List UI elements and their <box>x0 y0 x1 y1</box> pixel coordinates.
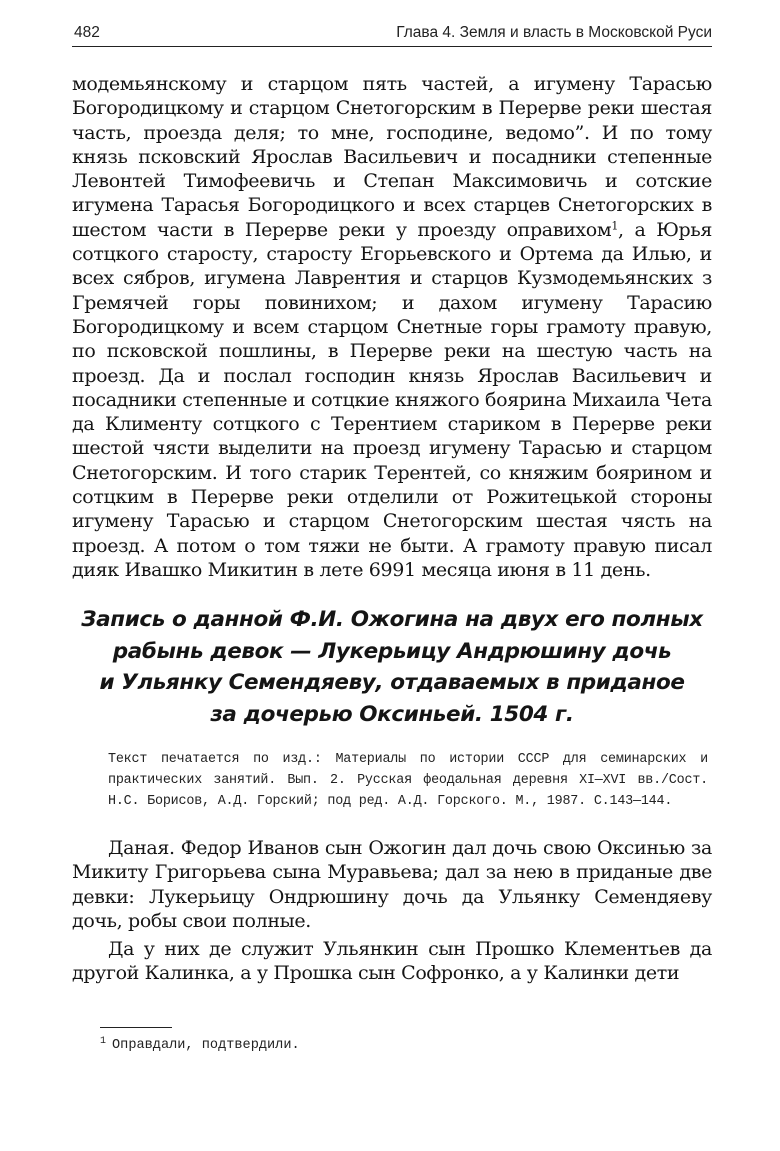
page-number: 482 <box>74 24 100 41</box>
footnote <box>100 1036 300 1053</box>
paragraph-text: модемьянскому и старцом пять частей, а игумену Тарасью Богородицкому и старцом Снетогорским в Перерве реки шестая часть, проезда деля; то мне, господине, ведомо”. И по тому князь псковский Ярослав Васильевич и посадники степенные Левонтей Тимофеевичь и Степан Максимовичь и сотские игумена Тарасья Богородицкого и всех старцев Снетогорских в шестом части в Перерве реки у проезду оправихом <box>72 73 712 241</box>
heading-line: и Ульянку Семендяеву, отдаваемых в приданое <box>99 670 685 695</box>
paragraph-text-continued: , а Юрья сотцкого старосту, старосту Егорьевского и Ортема да Илью, и всех сябров, игумена Лаврентия и старцов Кузмодемьянских з Гремячей горы повинихом; и дахом игумену Тарасию Богородицкому и всем старцом Снетные горы грамоту правую, по псковской пошлины, в Перерве реки на шестую часть на проезд. Да и послал господин князь Ярослав Васильевич и посадники степенные и сотцкие княжого боярина Михаила Чета да Клименту сотцкого с Терентием стариком в Перерве реки шестой чясти выделити на проезд игумену Тарасью и старцом Снетогорским. И того старик Терентей, со княжим боярином и сотцким в Перерве реки отделили от Рожитецькой стороны игумену Тарасью и старцом Снетогорским шестая чясть на проезд. А потом о том тяжи не быти. А грамоту правую писал дияк Ивашко Микитин в лете 6991 месяца июня в 11 день. <box>72 218 712 581</box>
heading-line: рабынь девок — Лукерьицу Андрюшину дочь <box>112 638 672 664</box>
page-header <box>72 18 712 47</box>
body-paragraph <box>72 72 712 582</box>
body-paragraph: Даная. Федор Иванов сын Ожогин дал дочь свою Оксинью за Микиту Григорьева сына Муравьева; дал за нею в приданые две девки: Лукерьицу Ондрюшину дочь да Ульянку Семендяеву дочь, робы свои полные. <box>72 837 712 932</box>
footnote-text: Оправдали, подтвердили. <box>112 1038 300 1053</box>
main-text <box>72 72 712 582</box>
section-body <box>72 836 712 986</box>
body-paragraph: Да у них де служит Ульянкин сын Прошко Клементьев да другой Калинка, а у Прошка сын Софронко, а у Калинки дети <box>72 938 712 985</box>
footnote-marker: 1 <box>100 1036 107 1047</box>
footnote-divider <box>100 1027 172 1028</box>
heading-line: за дочерью Оксиньей. 1504 г. <box>210 701 574 727</box>
running-head: Глава 4. Земля и власть в Московской Руси <box>396 24 712 41</box>
section-heading <box>72 604 712 730</box>
footnote-reference: 1 <box>611 219 618 233</box>
heading-line: Запись о данной Ф.И. Ожогина на двух его полных <box>81 607 703 632</box>
source-note: Текст печатается по изд.: Материалы по истории СССР для семинарских и практических занятий. Вып. 2. Русская феодальная деревня XI—XVI вв./Сост. Н.С. Борисов, А.Д. Горский; под ред. А.Д. Горского. М., 1987. С.143—144. <box>108 752 708 809</box>
